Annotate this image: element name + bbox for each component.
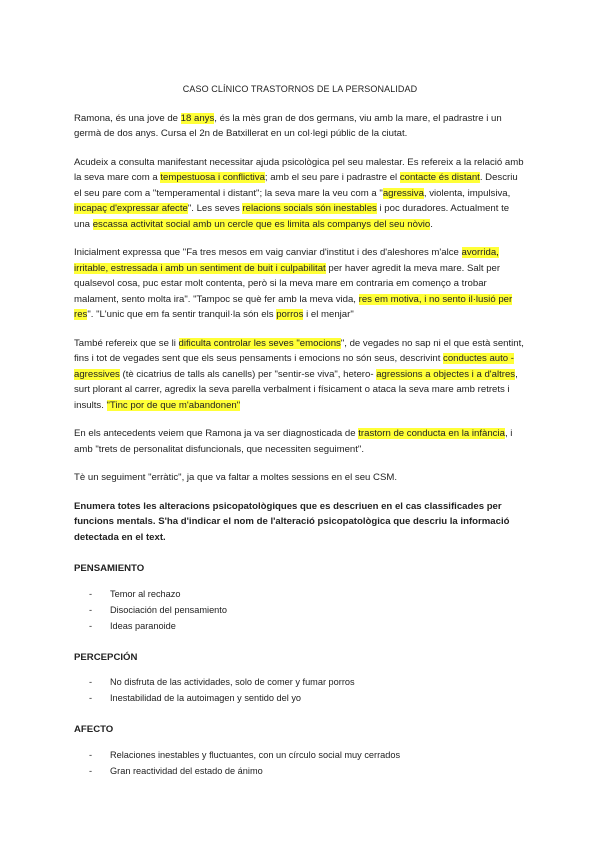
bullet-dash: - bbox=[89, 693, 93, 703]
list-item-text: Inestabilidad de la autoimagen y sentido del yo bbox=[110, 693, 302, 703]
list-item-text: Temor al rechazo bbox=[110, 588, 181, 599]
text-span: ; amb el seu pare i padrastre el bbox=[264, 172, 400, 183]
highlight-text: trastorn de conducta en la infància bbox=[358, 428, 505, 439]
item-list bbox=[74, 674, 526, 706]
bullet-dash: - bbox=[89, 620, 93, 631]
paragraph-emotions bbox=[74, 336, 526, 414]
highlight-text: res em motiva, i no sento il·lusió per res bbox=[74, 293, 513, 320]
text-span: . Descriu el seu pare com a "temperamental i distant"; la seva mare la veu com a " bbox=[74, 172, 518, 199]
highlight-text: agressions a objectes i a d'altres bbox=[376, 368, 516, 380]
highlight-text: agressiva bbox=[382, 187, 424, 199]
highlight-text: porros bbox=[276, 309, 304, 320]
paragraph-initial-expression bbox=[74, 245, 526, 323]
text-span: . bbox=[430, 218, 433, 230]
text-span: ". "L'unic que em fa sentir tranquil·la són els bbox=[87, 309, 277, 320]
text-span: , surt plorant al carrer, agredix la seva parella verbalment i físicament o ataca la seva mare amb retrets i insults. bbox=[74, 368, 518, 411]
list-item bbox=[74, 763, 526, 779]
text-span: (tè cicatrius de talls als canells) per "sentir-se viva", hetero- bbox=[119, 368, 377, 380]
paragraph-background bbox=[74, 426, 526, 457]
text-span: Ramona, és una jove de bbox=[74, 112, 181, 124]
section-afecto bbox=[74, 722, 526, 779]
list-item bbox=[74, 690, 526, 706]
highlight-age: 18 anys bbox=[180, 112, 215, 124]
section-heading: PERCEPCIÓN bbox=[74, 651, 138, 663]
list-item-text: Relaciones inestables y fluctuantes, con un círculo social muy cerrados bbox=[110, 749, 401, 760]
list-item bbox=[74, 618, 526, 634]
bullet-dash: - bbox=[89, 604, 93, 615]
text-span: , és la mès gran de dos germans, viu amb la mare, el padrastre i un germà de dos anys. Cursa el 2n de Batxillerat en un col·legi públic de la ciutat. bbox=[74, 112, 502, 139]
list-item bbox=[74, 602, 526, 618]
list-item bbox=[74, 586, 526, 602]
text-span: ". Les seves bbox=[187, 203, 243, 214]
text-span: i el menjar" bbox=[303, 309, 354, 320]
bullet-dash: - bbox=[89, 588, 93, 599]
highlight-text: incapaç d'expressar afecte bbox=[74, 203, 188, 214]
text-span: , i amb "trets de personalitat disfuncionals, que necessiten seguiment". bbox=[74, 428, 513, 455]
list-item bbox=[74, 747, 526, 763]
bullet-dash: - bbox=[89, 749, 93, 760]
item-list bbox=[74, 586, 526, 634]
text-span: per haver agredit la meva mare. Salt per qualsevol cosa, puc estar molt contenta, però si la meva mare em contraria em començo a trobar malament, sento molta ira". "Tampoc se què fer amb la meva vida, bbox=[74, 262, 501, 305]
paragraph-intro bbox=[74, 111, 526, 142]
highlight-text: dificulta controlar les seves "emocions bbox=[178, 337, 341, 349]
section-percepcion bbox=[74, 650, 526, 707]
text-span: Acudeix a consulta manifestant necessitar ajuda psicològica pel seu malestar. Es refereix a la relació amb la seva mare com a bbox=[74, 156, 524, 183]
text-span: , violenta, impulsiva, bbox=[423, 187, 511, 199]
paragraph-followup: Tè un seguiment "erràtic", ja que va faltar a moltes sessions en el seu CSM. bbox=[74, 472, 398, 483]
list-item-text: Ideas paranoide bbox=[110, 620, 176, 631]
highlight-text: escassa activitat social amb un cercle que es limita als companys del seu nòvio bbox=[92, 218, 431, 230]
text-span: En els antecedents veiem que Ramona ja va ser diagnosticada de bbox=[74, 428, 359, 439]
highlight-text: avorrida, irritable, estressada i amb un sentiment de buit i culpabilitat bbox=[74, 247, 499, 274]
highlight-text: relacions socials són inestables bbox=[242, 203, 377, 214]
bullet-dash: - bbox=[89, 765, 93, 776]
text-span: Inicialment expressa que "Fa tres mesos em vaig canviar d'institut i des d'aleshores m'alce bbox=[74, 247, 462, 258]
text-span: ", de vegades no sap ni el que està sentint, fins i tot de vegades sent que els seus pensaments i emocions no són seus, descrivint bbox=[74, 337, 524, 364]
section-heading: PENSAMIENTO bbox=[74, 563, 145, 574]
text-span: i poc duradores. Actualment te una bbox=[74, 203, 510, 230]
highlight-text: conductes auto - agressives bbox=[74, 353, 514, 380]
item-list bbox=[74, 747, 526, 779]
list-item-text: Gran reactividad del estado de ánimo bbox=[110, 765, 263, 776]
text-span: També refereix que se li bbox=[74, 337, 179, 349]
highlight-text: tempestuosa i conflictiva bbox=[160, 172, 265, 183]
highlight-text: "Tinc por de que m'abandonen" bbox=[106, 399, 241, 411]
highlight-text: contacte és distant bbox=[399, 172, 480, 183]
list-item bbox=[74, 674, 526, 690]
paragraph-consultation bbox=[74, 155, 526, 233]
document-page bbox=[74, 82, 526, 779]
section-pensamiento bbox=[74, 561, 526, 634]
list-item-text: No disfruta de las actividades, solo de comer y fumar porros bbox=[110, 677, 355, 687]
list-item-text: Disociación del pensamiento bbox=[110, 604, 227, 615]
document-title: CASO CLÍNICO TRASTORNOS DE LA PERSONALIDAD bbox=[182, 84, 418, 94]
section-heading: AFECTO bbox=[74, 724, 114, 735]
bullet-dash: - bbox=[89, 677, 93, 687]
question-prompt: Enumera totes les alteracions psicopatològiques que es descriuen en el cas classificades per funcions mentals. S'ha d'indicar el nom de l'alteració psicopatològica que descriu la informació detectada en el text. bbox=[74, 500, 510, 543]
